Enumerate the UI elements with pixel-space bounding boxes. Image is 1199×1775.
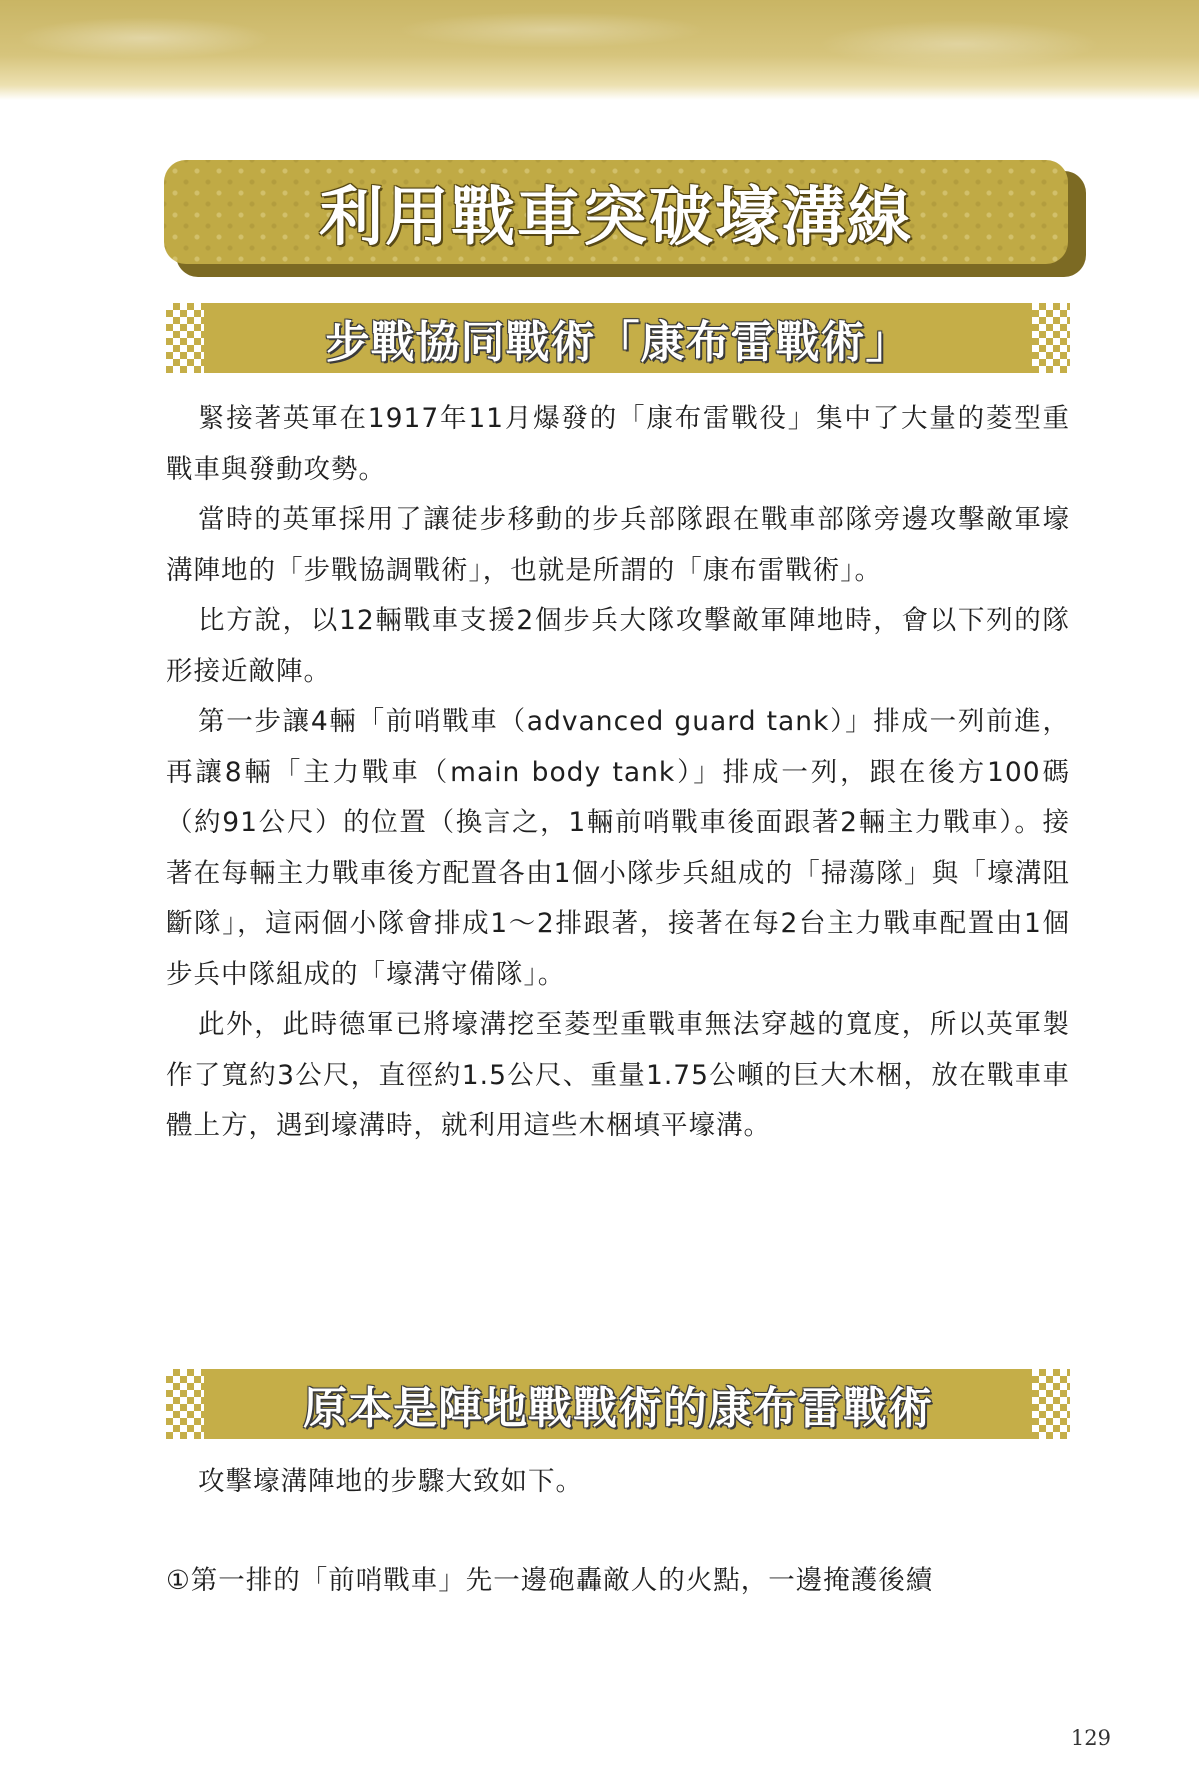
intro-paragraph: 攻擊壕溝陣地的步驟大致如下。 [198,1466,583,1497]
decorative-header-band [0,0,1199,100]
paragraph-3: 比方說，以12輛戰車支援2個步兵大隊攻擊敵軍陣地時，會以下列的隊形接近敵陣。 [166,605,1070,687]
page-title: 利用戰車突破壕溝線 [319,180,913,255]
paragraph-2: 當時的英軍採用了讓徒步移動的步兵部隊跟在戰車部隊旁邊攻擊敵軍壕溝陣地的「步戰協調戰術」，也就是所謂的「康布雷戰術」。 [166,504,1070,586]
paragraph-1: 緊接著英軍在1917年11月爆發的「康布雷戰役」集中了大量的菱型重戰車與發動攻勢。 [166,403,1070,485]
paragraph-5: 此外，此時德軍已將壕溝挖至菱型重戰車無法穿越的寬度，所以英軍製作了寬約3公尺，直徑約1.5公尺、重量1.75公噸的巨大木梱，放在戰車車體上方，遇到壕溝時，就利用這些木梱填平壕溝。 [166,1009,1070,1141]
checker-decoration-right [1032,1369,1070,1439]
section-heading-bar-2 [166,1369,1070,1439]
page-number: 129 [1070,1726,1111,1750]
checker-decoration-left [166,1369,204,1439]
paragraph-4: 第一步讓4輛「前哨戰車（advanced guard tank）」排成一列前進，再讓8輛「主力戰車（main body tank）」排成一列，跟在後方100碼（約91公尺）的位置（換言之，1輛前哨戰車後面跟著2輛主力戰車）。接著在每輛主力戰車後方配置各由1個小隊步兵組成的「掃蕩隊」與「壕溝阻斷隊」，這兩個小隊會排成1～2排跟著，接著在每2台主力戰車配置由1個步兵中隊組成的「壕溝守備隊」。 [166,706,1070,990]
section-heading-2: 原本是陣地戰戰術的康布雷戰術 [303,1383,933,1434]
checker-decoration-right [1032,303,1070,373]
section-heading-bar-1 [166,303,1070,373]
title-banner [164,160,1068,264]
section-1-body [166,394,1070,1152]
section-heading-1: 步戰協同戰術「康布雷戰術」 [325,317,911,368]
step-1-text: ①第一排的「前哨戰車」先一邊砲轟敵人的火點，一邊掩護後續 [166,1565,934,1596]
checker-decoration-left [166,303,204,373]
section-2-intro [166,1457,1070,1508]
